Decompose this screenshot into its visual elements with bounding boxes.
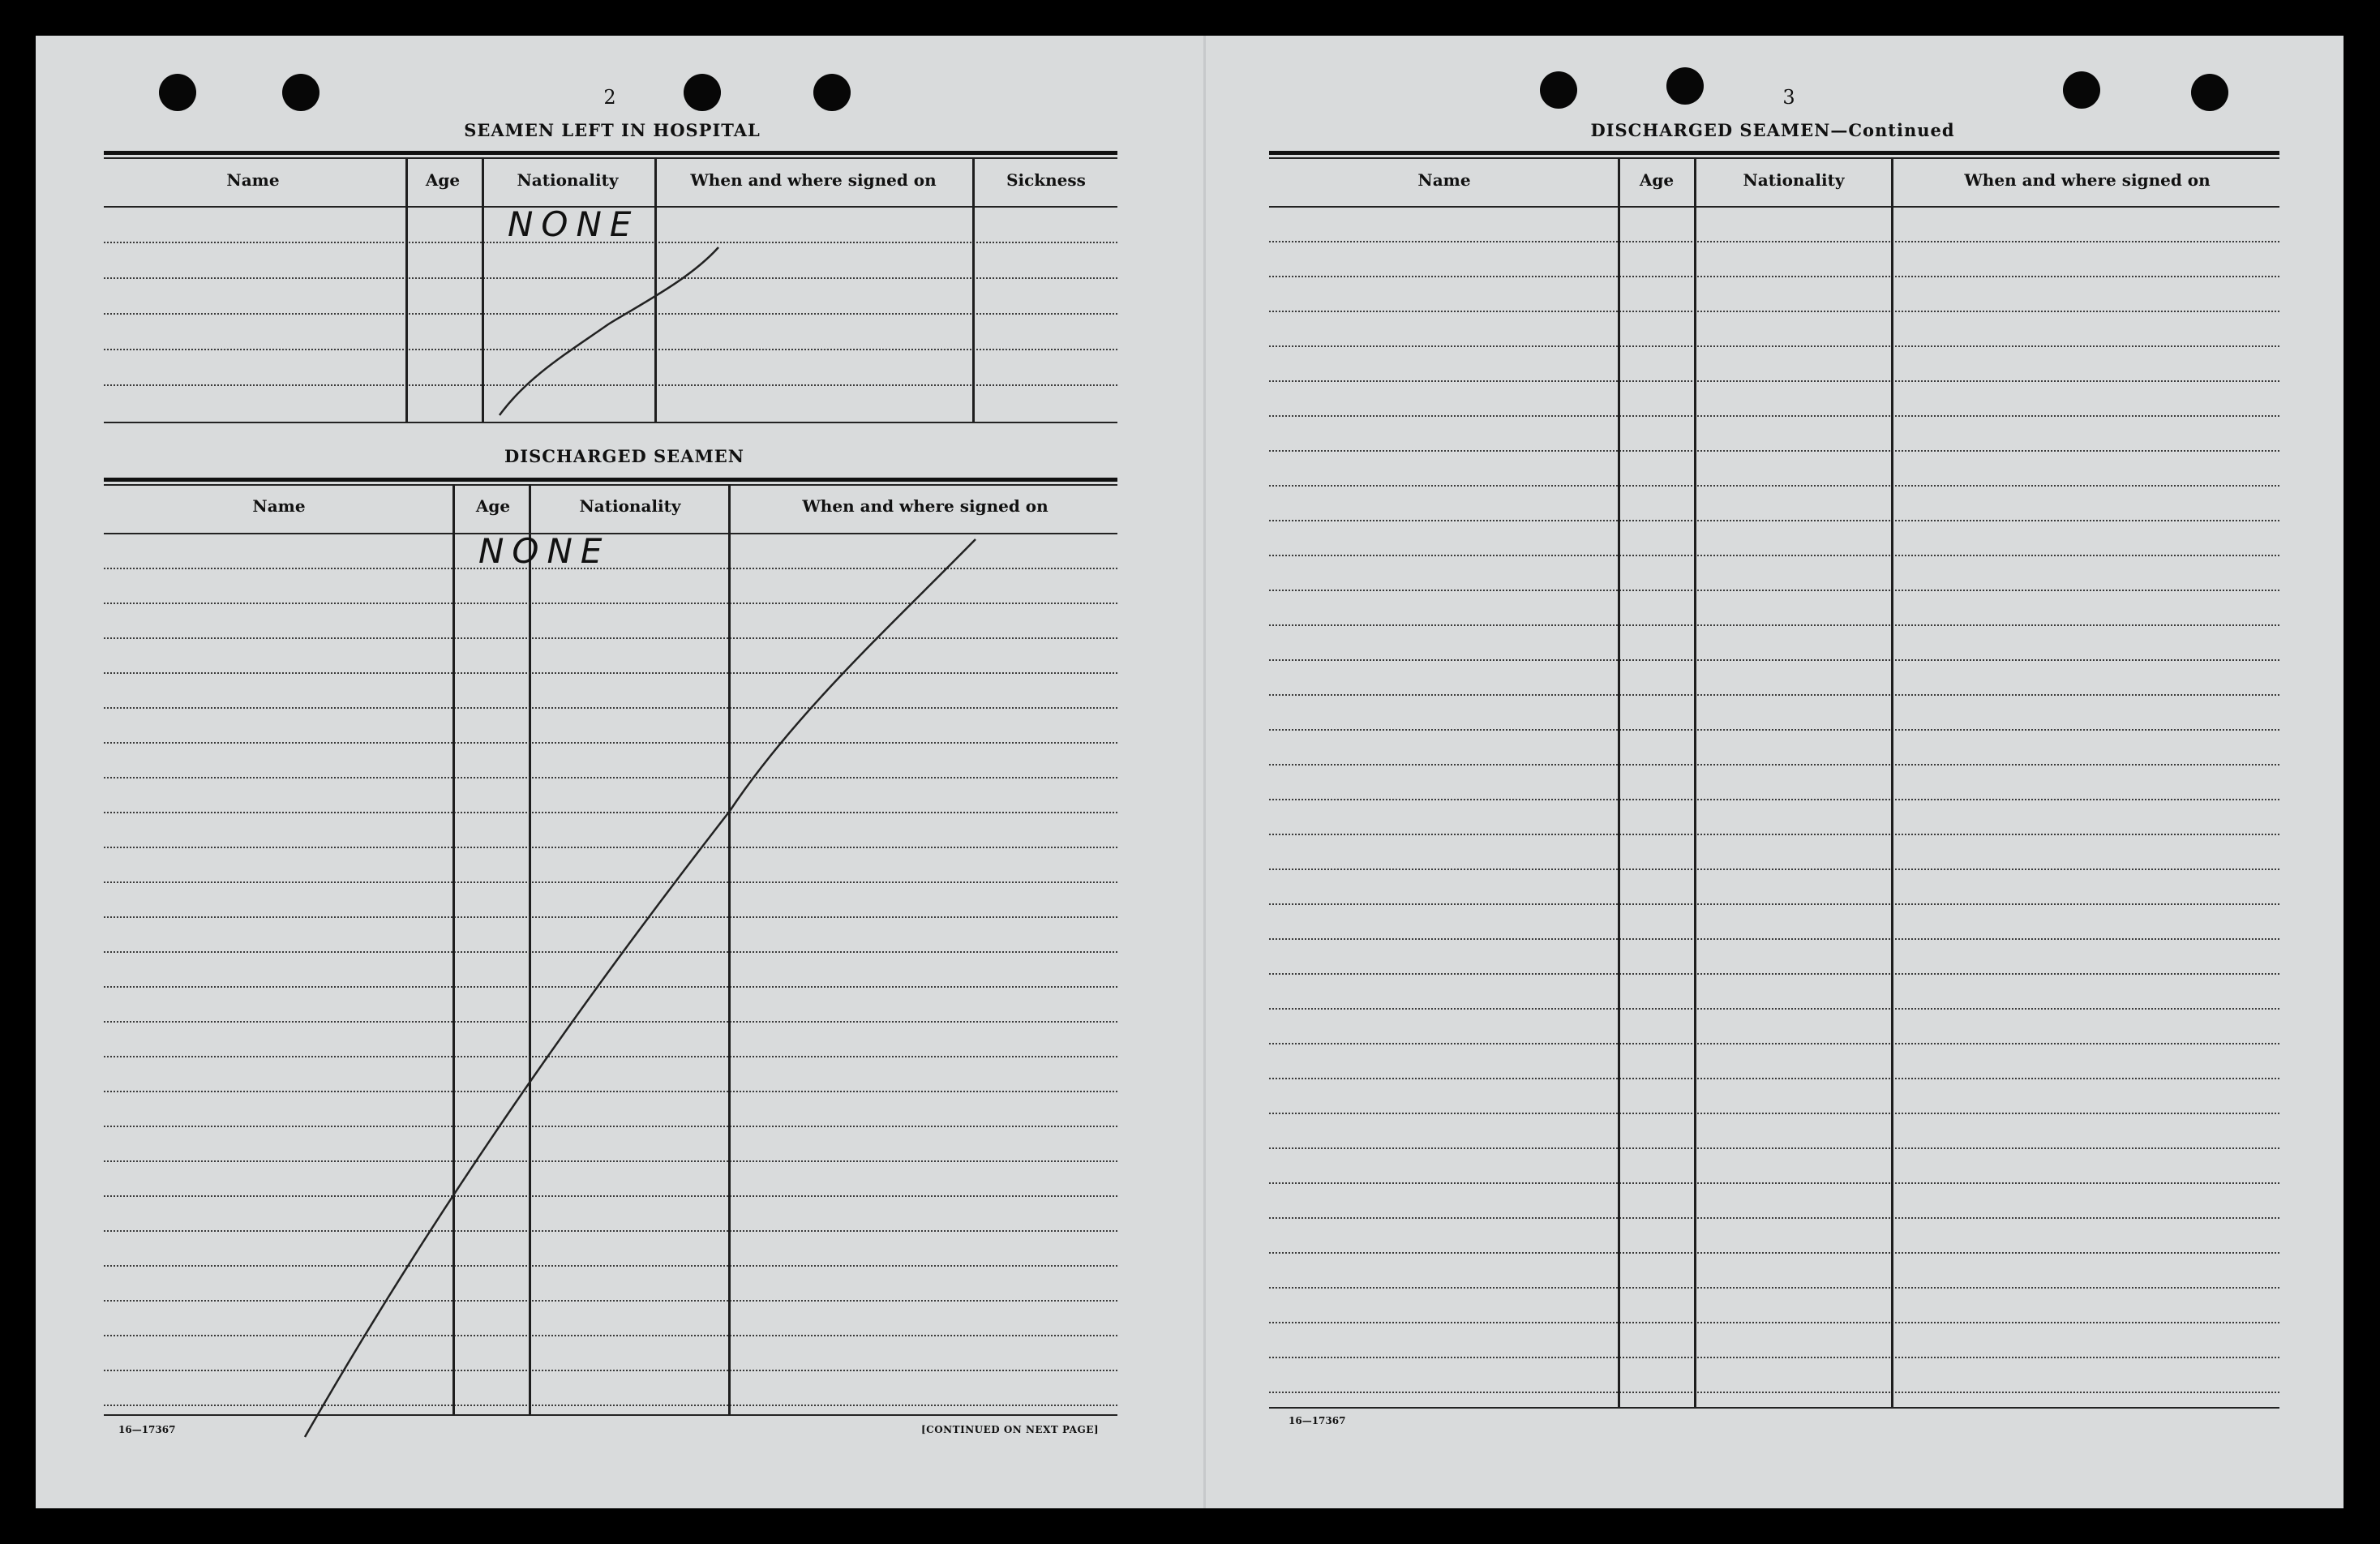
column-header: Sickness bbox=[1006, 170, 1086, 190]
strike-line bbox=[500, 247, 718, 415]
discharged-section-title: DISCHARGED SEAMEN bbox=[504, 446, 744, 466]
page-number: 3 bbox=[1782, 86, 1795, 109]
column-header: Age bbox=[1639, 170, 1675, 190]
continued-section-title: DISCHARGED SEAMEN—Continued bbox=[1590, 120, 1955, 140]
handwritten-none: NONE bbox=[508, 204, 640, 244]
continued-note: [CONTINUED ON NEXT PAGE] bbox=[921, 1424, 1100, 1435]
handwritten-none: NONE bbox=[478, 531, 611, 571]
column-header: Name bbox=[226, 170, 280, 190]
column-header: Age bbox=[475, 496, 511, 516]
column-header: Name bbox=[252, 496, 306, 516]
column-header: Name bbox=[1417, 170, 1471, 190]
page-number: 2 bbox=[603, 86, 616, 109]
strike-line bbox=[305, 539, 976, 1437]
column-header: Nationality bbox=[579, 496, 681, 516]
column-header: Nationality bbox=[517, 170, 619, 190]
column-header: Nationality bbox=[1743, 170, 1845, 190]
column-header: Age bbox=[425, 170, 461, 190]
column-header: When and where signed on bbox=[802, 496, 1048, 516]
form-number: 16—17367 bbox=[1289, 1415, 1346, 1426]
column-header: When and where signed on bbox=[1964, 170, 2211, 190]
form-number: 16—17367 bbox=[118, 1424, 176, 1435]
hospital-section-title: SEAMEN LEFT IN HOSPITAL bbox=[464, 120, 761, 140]
column-header: When and where signed on bbox=[690, 170, 937, 190]
